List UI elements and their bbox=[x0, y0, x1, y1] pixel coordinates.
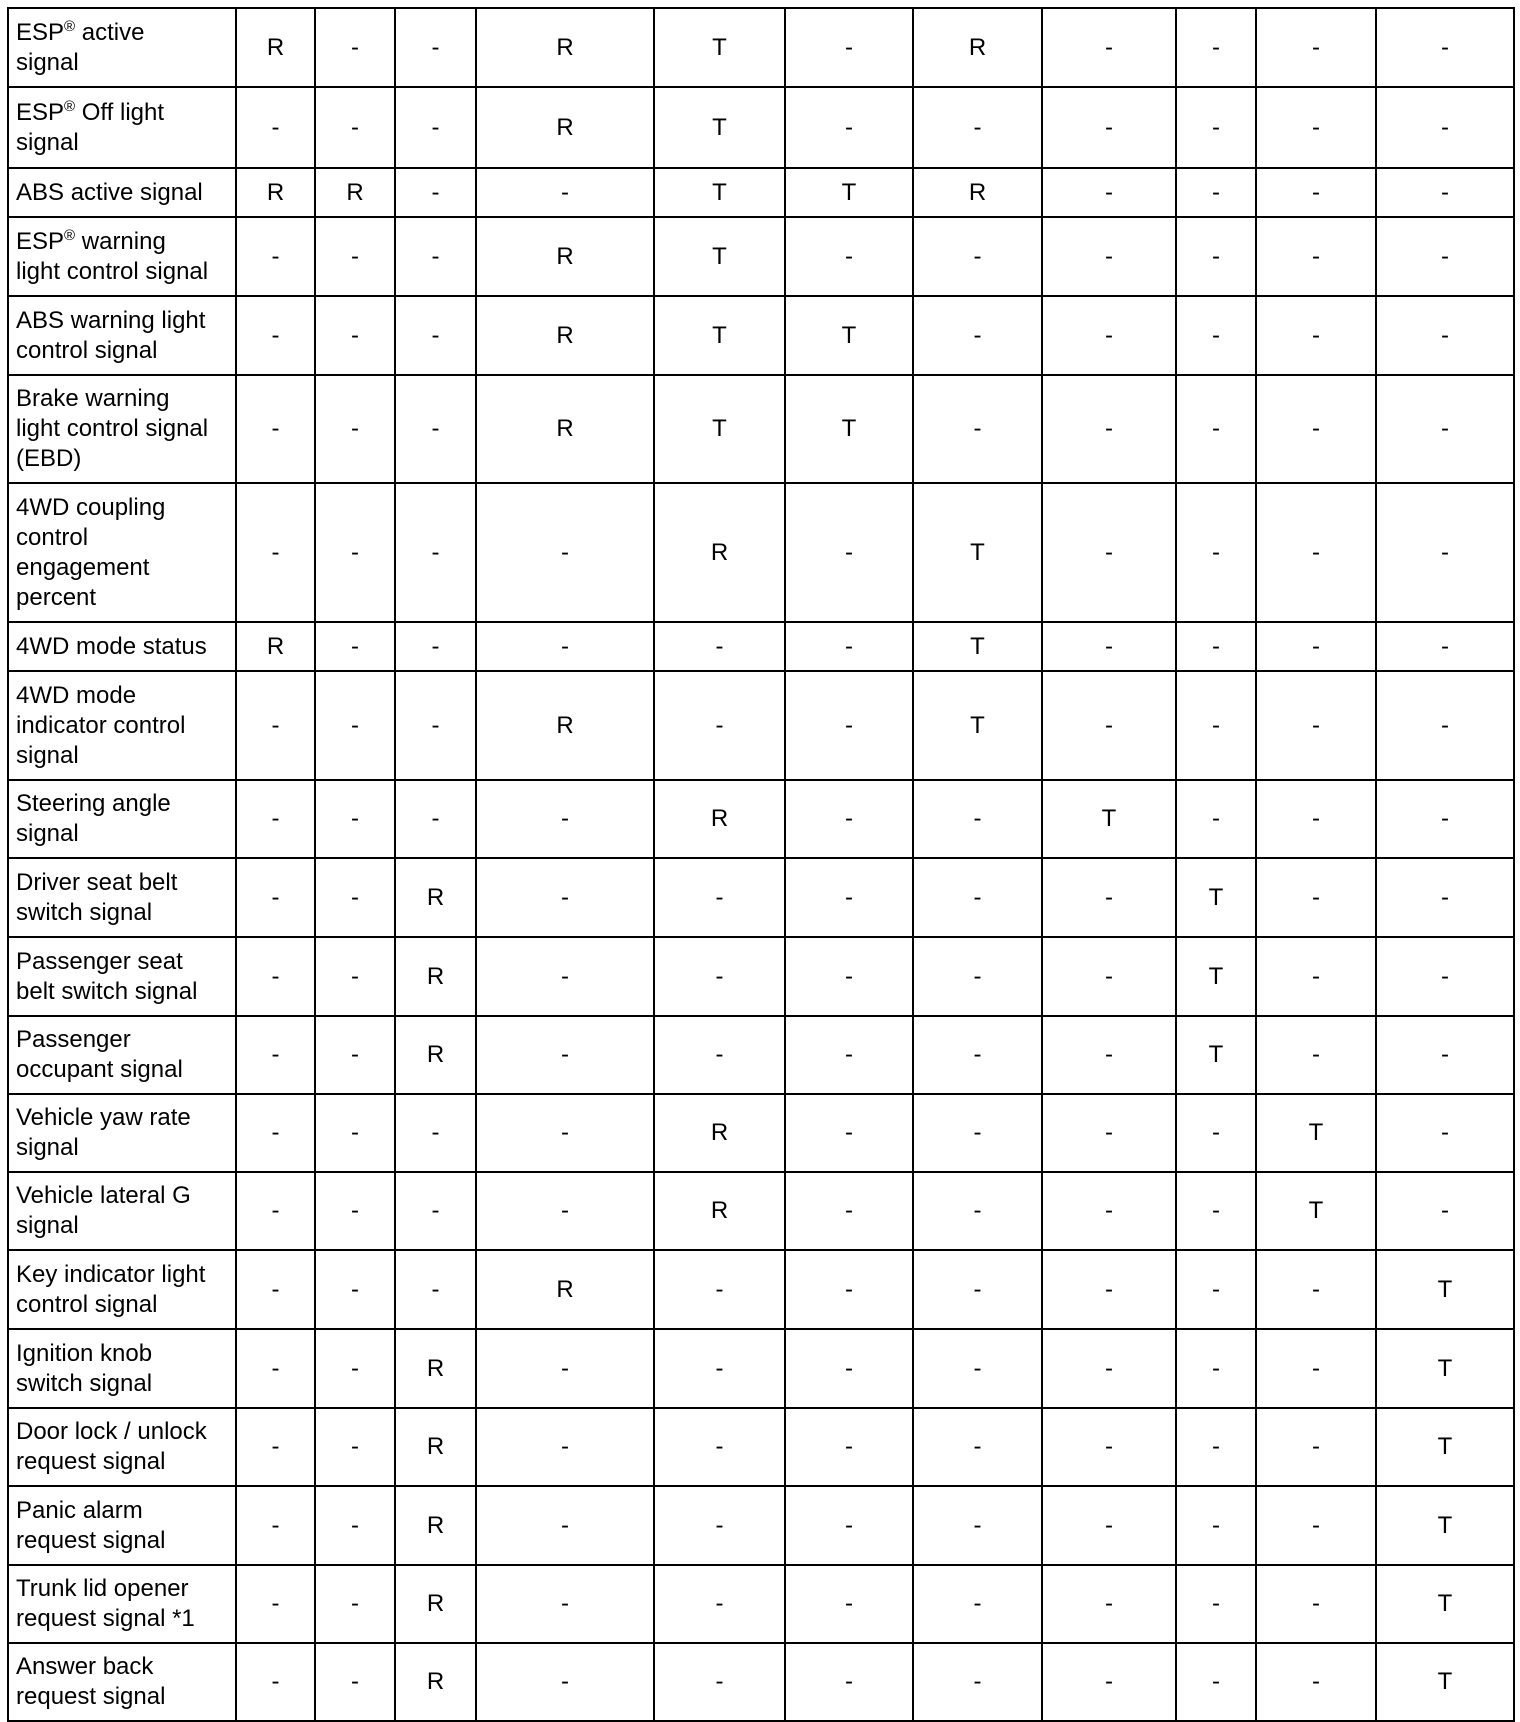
signal-cell-col-6: T bbox=[785, 375, 913, 483]
signal-cell-col-11: T bbox=[1376, 1250, 1514, 1329]
signal-cell-col-9: - bbox=[1176, 780, 1256, 858]
signal-name: Passenger occupant signal bbox=[8, 1016, 236, 1094]
signal-cell-col-10: - bbox=[1256, 1016, 1376, 1094]
signal-cell-col-8: T bbox=[1042, 780, 1176, 858]
signal-cell-col-11: T bbox=[1376, 1565, 1514, 1643]
signal-cell-col-11: - bbox=[1376, 1172, 1514, 1250]
signal-cell-col-6: - bbox=[785, 1486, 913, 1565]
signal-cell-col-6: T bbox=[785, 296, 913, 375]
signal-cell-col-10: T bbox=[1256, 1172, 1376, 1250]
table-row-passenger-seat-belt-switch-signal bbox=[8, 937, 1514, 1016]
signal-cell-col-8: - bbox=[1042, 1565, 1176, 1643]
signal-cell-col-10: - bbox=[1256, 671, 1376, 780]
signal-name: Driver seat belt switch signal bbox=[8, 858, 236, 937]
signal-cell-col-10: - bbox=[1256, 1250, 1376, 1329]
signal-cell-col-5: - bbox=[654, 671, 785, 780]
signal-cell-col-1: - bbox=[236, 858, 315, 937]
signal-cell-col-9: - bbox=[1176, 375, 1256, 483]
table-row-4wd-mode-indicator-control-signal bbox=[8, 671, 1514, 780]
signal-cell-col-11: - bbox=[1376, 87, 1514, 168]
signal-cell-col-10: - bbox=[1256, 858, 1376, 937]
signal-cell-col-8: - bbox=[1042, 296, 1176, 375]
signal-cell-col-2: - bbox=[315, 1565, 395, 1643]
signal-cell-col-4: - bbox=[476, 1094, 654, 1172]
signal-cell-col-1: R bbox=[236, 168, 315, 217]
signal-cell-col-3: - bbox=[395, 168, 476, 217]
signal-cell-col-1: - bbox=[236, 483, 315, 622]
signal-cell-col-7: - bbox=[913, 858, 1042, 937]
signal-cell-col-1: - bbox=[236, 1016, 315, 1094]
signal-cell-col-4: - bbox=[476, 780, 654, 858]
signal-cell-col-2: - bbox=[315, 1172, 395, 1250]
signal-name: ABS active signal bbox=[8, 168, 236, 217]
signal-cell-col-10: - bbox=[1256, 937, 1376, 1016]
signal-name: Key indicator light control signal bbox=[8, 1250, 236, 1329]
signal-cell-col-9: T bbox=[1176, 858, 1256, 937]
signal-name: Passenger seat belt switch signal bbox=[8, 937, 236, 1016]
signal-cell-col-11: T bbox=[1376, 1329, 1514, 1408]
signal-cell-col-6: T bbox=[785, 168, 913, 217]
signal-cell-col-9: T bbox=[1176, 1016, 1256, 1094]
signal-cell-col-4: - bbox=[476, 858, 654, 937]
signal-cell-col-9: - bbox=[1176, 8, 1256, 87]
signal-cell-col-10: - bbox=[1256, 1408, 1376, 1486]
signal-cell-col-3: R bbox=[395, 1643, 476, 1721]
signal-cell-col-3: R bbox=[395, 1565, 476, 1643]
signal-cell-col-5: T bbox=[654, 8, 785, 87]
signal-cell-col-2: - bbox=[315, 1094, 395, 1172]
table-row-esp-off-light-signal bbox=[8, 87, 1514, 168]
signal-name: Ignition knob switch signal bbox=[8, 1329, 236, 1408]
signal-cell-col-9: - bbox=[1176, 1329, 1256, 1408]
signal-matrix-table bbox=[7, 7, 1515, 1722]
signal-name: Vehicle lateral G signal bbox=[8, 1172, 236, 1250]
signal-cell-col-9: - bbox=[1176, 1486, 1256, 1565]
signal-cell-col-10: T bbox=[1256, 1094, 1376, 1172]
signal-cell-col-5: - bbox=[654, 1565, 785, 1643]
signal-cell-col-9: - bbox=[1176, 217, 1256, 296]
signal-cell-col-4: R bbox=[476, 217, 654, 296]
signal-cell-col-10: - bbox=[1256, 483, 1376, 622]
signal-name: 4WD coupling control engagement percent bbox=[8, 483, 236, 622]
signal-cell-col-7: - bbox=[913, 217, 1042, 296]
signal-cell-col-5: - bbox=[654, 622, 785, 671]
signal-cell-col-5: T bbox=[654, 168, 785, 217]
signal-cell-col-2: - bbox=[315, 1643, 395, 1721]
signal-cell-col-4: - bbox=[476, 1172, 654, 1250]
signal-cell-col-9: - bbox=[1176, 1565, 1256, 1643]
signal-cell-col-8: - bbox=[1042, 937, 1176, 1016]
table-row-abs-warning-light-control-signal bbox=[8, 296, 1514, 375]
signal-cell-col-8: - bbox=[1042, 1172, 1176, 1250]
signal-cell-col-8: - bbox=[1042, 1250, 1176, 1329]
signal-cell-col-6: - bbox=[785, 8, 913, 87]
signal-cell-col-6: - bbox=[785, 1329, 913, 1408]
signal-cell-col-7: - bbox=[913, 1643, 1042, 1721]
signal-cell-col-5: R bbox=[654, 780, 785, 858]
signal-cell-col-8: - bbox=[1042, 858, 1176, 937]
signal-cell-col-8: - bbox=[1042, 1408, 1176, 1486]
signal-cell-col-10: - bbox=[1256, 1643, 1376, 1721]
signal-cell-col-5: - bbox=[654, 1250, 785, 1329]
signal-cell-col-11: - bbox=[1376, 1094, 1514, 1172]
signal-cell-col-1: R bbox=[236, 622, 315, 671]
signal-cell-col-6: - bbox=[785, 87, 913, 168]
signal-cell-col-4: - bbox=[476, 937, 654, 1016]
signal-cell-col-11: - bbox=[1376, 168, 1514, 217]
signal-cell-col-6: - bbox=[785, 622, 913, 671]
signal-cell-col-2: - bbox=[315, 1486, 395, 1565]
signal-cell-col-4: R bbox=[476, 87, 654, 168]
signal-cell-col-7: - bbox=[913, 1094, 1042, 1172]
signal-cell-col-4: - bbox=[476, 483, 654, 622]
signal-cell-col-10: - bbox=[1256, 217, 1376, 296]
signal-cell-col-5: - bbox=[654, 937, 785, 1016]
signal-name: Brake warning light control signal (EBD) bbox=[8, 375, 236, 483]
signal-cell-col-6: - bbox=[785, 1250, 913, 1329]
signal-cell-col-3: - bbox=[395, 296, 476, 375]
signal-matrix-body bbox=[8, 8, 1514, 1721]
signal-cell-col-1: - bbox=[236, 87, 315, 168]
signal-name: Door lock / unlock request signal bbox=[8, 1408, 236, 1486]
signal-cell-col-6: - bbox=[785, 1172, 913, 1250]
signal-cell-col-2: - bbox=[315, 217, 395, 296]
signal-cell-col-4: R bbox=[476, 375, 654, 483]
signal-cell-col-7: T bbox=[913, 483, 1042, 622]
signal-cell-col-8: - bbox=[1042, 8, 1176, 87]
signal-cell-col-4: R bbox=[476, 8, 654, 87]
signal-cell-col-8: - bbox=[1042, 87, 1176, 168]
table-row-abs-active-signal bbox=[8, 168, 1514, 217]
signal-cell-col-2: - bbox=[315, 780, 395, 858]
signal-cell-col-9: - bbox=[1176, 1643, 1256, 1721]
signal-cell-col-3: R bbox=[395, 1016, 476, 1094]
signal-cell-col-7: - bbox=[913, 1250, 1042, 1329]
signal-cell-col-7: T bbox=[913, 622, 1042, 671]
signal-cell-col-7: - bbox=[913, 1016, 1042, 1094]
signal-cell-col-5: T bbox=[654, 87, 785, 168]
signal-cell-col-4: - bbox=[476, 622, 654, 671]
signal-cell-col-2: - bbox=[315, 483, 395, 622]
signal-cell-col-1: - bbox=[236, 1329, 315, 1408]
signal-cell-col-9: - bbox=[1176, 1250, 1256, 1329]
signal-cell-col-1: - bbox=[236, 1486, 315, 1565]
signal-cell-col-9: T bbox=[1176, 937, 1256, 1016]
signal-cell-col-7: - bbox=[913, 1408, 1042, 1486]
signal-cell-col-3: - bbox=[395, 217, 476, 296]
signal-cell-col-10: - bbox=[1256, 375, 1376, 483]
signal-cell-col-10: - bbox=[1256, 1486, 1376, 1565]
signal-cell-col-3: R bbox=[395, 937, 476, 1016]
signal-cell-col-8: - bbox=[1042, 1016, 1176, 1094]
signal-cell-col-4: R bbox=[476, 296, 654, 375]
signal-cell-col-3: - bbox=[395, 375, 476, 483]
table-row-vehicle-yaw-rate-signal bbox=[8, 1094, 1514, 1172]
signal-cell-col-11: - bbox=[1376, 937, 1514, 1016]
signal-cell-col-5: T bbox=[654, 296, 785, 375]
signal-cell-col-7: - bbox=[913, 1329, 1042, 1408]
signal-name: Trunk lid opener request signal *1 bbox=[8, 1565, 236, 1643]
signal-cell-col-7: - bbox=[913, 296, 1042, 375]
signal-cell-col-2: - bbox=[315, 87, 395, 168]
signal-cell-col-5: - bbox=[654, 1643, 785, 1721]
signal-cell-col-6: - bbox=[785, 483, 913, 622]
signal-cell-col-2: R bbox=[315, 168, 395, 217]
signal-cell-col-9: - bbox=[1176, 1094, 1256, 1172]
signal-cell-col-6: - bbox=[785, 937, 913, 1016]
signal-cell-col-1: - bbox=[236, 375, 315, 483]
signal-cell-col-7: - bbox=[913, 87, 1042, 168]
table-row-esp-active-signal bbox=[8, 8, 1514, 87]
signal-name: ESP® Off light signal bbox=[8, 87, 236, 168]
signal-cell-col-2: - bbox=[315, 1016, 395, 1094]
signal-cell-col-2: - bbox=[315, 1250, 395, 1329]
signal-cell-col-11: T bbox=[1376, 1408, 1514, 1486]
signal-name: 4WD mode indicator control signal bbox=[8, 671, 236, 780]
signal-cell-col-4: - bbox=[476, 1565, 654, 1643]
signal-cell-col-2: - bbox=[315, 1408, 395, 1486]
signal-cell-col-10: - bbox=[1256, 780, 1376, 858]
signal-cell-col-3: - bbox=[395, 87, 476, 168]
signal-name: ABS warning light control signal bbox=[8, 296, 236, 375]
signal-cell-col-1: - bbox=[236, 1250, 315, 1329]
signal-cell-col-8: - bbox=[1042, 622, 1176, 671]
signal-cell-col-2: - bbox=[315, 858, 395, 937]
signal-cell-col-8: - bbox=[1042, 217, 1176, 296]
signal-cell-col-5: T bbox=[654, 217, 785, 296]
signal-cell-col-1: - bbox=[236, 937, 315, 1016]
signal-cell-col-8: - bbox=[1042, 1329, 1176, 1408]
signal-cell-col-11: - bbox=[1376, 483, 1514, 622]
signal-cell-col-5: - bbox=[654, 1016, 785, 1094]
signal-cell-col-11: - bbox=[1376, 622, 1514, 671]
signal-cell-col-11: T bbox=[1376, 1643, 1514, 1721]
signal-cell-col-1: - bbox=[236, 1094, 315, 1172]
signal-cell-col-1: - bbox=[236, 296, 315, 375]
signal-cell-col-3: - bbox=[395, 1250, 476, 1329]
signal-cell-col-2: - bbox=[315, 296, 395, 375]
signal-cell-col-6: - bbox=[785, 1565, 913, 1643]
signal-cell-col-5: - bbox=[654, 1408, 785, 1486]
signal-cell-col-9: - bbox=[1176, 1408, 1256, 1486]
table-row-steering-angle-signal bbox=[8, 780, 1514, 858]
signal-cell-col-5: R bbox=[654, 483, 785, 622]
signal-cell-col-11: - bbox=[1376, 858, 1514, 937]
signal-cell-col-3: - bbox=[395, 1094, 476, 1172]
signal-cell-col-6: - bbox=[785, 1408, 913, 1486]
signal-cell-col-10: - bbox=[1256, 87, 1376, 168]
signal-cell-col-3: - bbox=[395, 780, 476, 858]
signal-cell-col-3: R bbox=[395, 1408, 476, 1486]
signal-cell-col-6: - bbox=[785, 780, 913, 858]
signal-cell-col-9: - bbox=[1176, 168, 1256, 217]
signal-name: 4WD mode status bbox=[8, 622, 236, 671]
signal-name: Panic alarm request signal bbox=[8, 1486, 236, 1565]
signal-cell-col-10: - bbox=[1256, 622, 1376, 671]
signal-cell-col-7: R bbox=[913, 168, 1042, 217]
signal-cell-col-11: - bbox=[1376, 375, 1514, 483]
signal-cell-col-7: - bbox=[913, 1172, 1042, 1250]
signal-cell-col-10: - bbox=[1256, 168, 1376, 217]
signal-cell-col-5: - bbox=[654, 858, 785, 937]
signal-cell-col-1: - bbox=[236, 1172, 315, 1250]
signal-cell-col-5: R bbox=[654, 1094, 785, 1172]
table-row-brake-warning-light-control-signal-ebd bbox=[8, 375, 1514, 483]
table-row-door-lock-unlock-request-signal bbox=[8, 1408, 1514, 1486]
signal-cell-col-8: - bbox=[1042, 1643, 1176, 1721]
signal-cell-col-7: - bbox=[913, 375, 1042, 483]
signal-cell-col-4: - bbox=[476, 168, 654, 217]
signal-cell-col-4: - bbox=[476, 1329, 654, 1408]
signal-name: ESP® warning light control signal bbox=[8, 217, 236, 296]
signal-cell-col-2: - bbox=[315, 8, 395, 87]
signal-cell-col-7: - bbox=[913, 937, 1042, 1016]
signal-cell-col-9: - bbox=[1176, 671, 1256, 780]
signal-cell-col-5: - bbox=[654, 1329, 785, 1408]
signal-cell-col-8: - bbox=[1042, 375, 1176, 483]
signal-cell-col-10: - bbox=[1256, 296, 1376, 375]
signal-cell-col-1: - bbox=[236, 780, 315, 858]
signal-cell-col-9: - bbox=[1176, 622, 1256, 671]
signal-cell-col-5: - bbox=[654, 1486, 785, 1565]
table-row-vehicle-lateral-g-signal bbox=[8, 1172, 1514, 1250]
table-row-passenger-occupant-signal bbox=[8, 1016, 1514, 1094]
signal-cell-col-10: - bbox=[1256, 1329, 1376, 1408]
signal-cell-col-6: - bbox=[785, 1016, 913, 1094]
signal-cell-col-2: - bbox=[315, 671, 395, 780]
signal-cell-col-3: - bbox=[395, 483, 476, 622]
signal-cell-col-8: - bbox=[1042, 483, 1176, 622]
signal-cell-col-3: R bbox=[395, 858, 476, 937]
signal-cell-col-3: - bbox=[395, 1172, 476, 1250]
signal-cell-col-3: R bbox=[395, 1329, 476, 1408]
signal-cell-col-2: - bbox=[315, 375, 395, 483]
signal-cell-col-2: - bbox=[315, 1329, 395, 1408]
signal-cell-col-1: - bbox=[236, 217, 315, 296]
signal-cell-col-2: - bbox=[315, 622, 395, 671]
signal-name: Steering angle signal bbox=[8, 780, 236, 858]
signal-cell-col-3: - bbox=[395, 622, 476, 671]
signal-cell-col-8: - bbox=[1042, 168, 1176, 217]
signal-cell-col-7: T bbox=[913, 671, 1042, 780]
signal-cell-col-1: - bbox=[236, 1408, 315, 1486]
signal-cell-col-11: - bbox=[1376, 296, 1514, 375]
signal-cell-col-1: - bbox=[236, 1565, 315, 1643]
signal-cell-col-11: T bbox=[1376, 1486, 1514, 1565]
signal-cell-col-4: - bbox=[476, 1408, 654, 1486]
table-row-4wd-mode-status bbox=[8, 622, 1514, 671]
table-row-4wd-coupling-control-engagement-percent bbox=[8, 483, 1514, 622]
signal-cell-col-7: R bbox=[913, 8, 1042, 87]
signal-cell-col-1: - bbox=[236, 1643, 315, 1721]
signal-cell-col-11: - bbox=[1376, 8, 1514, 87]
signal-cell-col-1: R bbox=[236, 8, 315, 87]
signal-cell-col-9: - bbox=[1176, 87, 1256, 168]
signal-cell-col-10: - bbox=[1256, 8, 1376, 87]
signal-cell-col-7: - bbox=[913, 1565, 1042, 1643]
signal-cell-col-9: - bbox=[1176, 296, 1256, 375]
signal-cell-col-8: - bbox=[1042, 1486, 1176, 1565]
signal-cell-col-9: - bbox=[1176, 483, 1256, 622]
signal-cell-col-7: - bbox=[913, 1486, 1042, 1565]
signal-cell-col-5: R bbox=[654, 1172, 785, 1250]
signal-cell-col-11: - bbox=[1376, 1016, 1514, 1094]
signal-cell-col-4: - bbox=[476, 1643, 654, 1721]
signal-cell-col-3: - bbox=[395, 671, 476, 780]
signal-cell-col-6: - bbox=[785, 1094, 913, 1172]
signal-cell-col-4: R bbox=[476, 1250, 654, 1329]
signal-cell-col-6: - bbox=[785, 217, 913, 296]
table-row-trunk-lid-opener-request-signal-1 bbox=[8, 1565, 1514, 1643]
table-row-esp-warning-light-control-signal bbox=[8, 217, 1514, 296]
signal-cell-col-4: R bbox=[476, 671, 654, 780]
signal-name: Vehicle yaw rate signal bbox=[8, 1094, 236, 1172]
signal-cell-col-2: - bbox=[315, 937, 395, 1016]
signal-cell-col-6: - bbox=[785, 671, 913, 780]
signal-name: ESP® active signal bbox=[8, 8, 236, 87]
signal-cell-col-3: R bbox=[395, 1486, 476, 1565]
signal-cell-col-4: - bbox=[476, 1486, 654, 1565]
table-row-key-indicator-light-control-signal bbox=[8, 1250, 1514, 1329]
signal-cell-col-7: - bbox=[913, 780, 1042, 858]
signal-name: Answer back request signal bbox=[8, 1643, 236, 1721]
table-row-driver-seat-belt-switch-signal bbox=[8, 858, 1514, 937]
signal-cell-col-9: - bbox=[1176, 1172, 1256, 1250]
signal-cell-col-1: - bbox=[236, 671, 315, 780]
signal-cell-col-11: - bbox=[1376, 780, 1514, 858]
signal-cell-col-5: T bbox=[654, 375, 785, 483]
signal-cell-col-6: - bbox=[785, 1643, 913, 1721]
signal-cell-col-6: - bbox=[785, 858, 913, 937]
signal-cell-col-8: - bbox=[1042, 1094, 1176, 1172]
signal-cell-col-3: - bbox=[395, 8, 476, 87]
signal-cell-col-4: - bbox=[476, 1016, 654, 1094]
table-row-ignition-knob-switch-signal bbox=[8, 1329, 1514, 1408]
table-row-answer-back-request-signal bbox=[8, 1643, 1514, 1721]
signal-cell-col-10: - bbox=[1256, 1565, 1376, 1643]
signal-cell-col-11: - bbox=[1376, 671, 1514, 780]
signal-cell-col-8: - bbox=[1042, 671, 1176, 780]
signal-cell-col-11: - bbox=[1376, 217, 1514, 296]
table-row-panic-alarm-request-signal bbox=[8, 1486, 1514, 1565]
